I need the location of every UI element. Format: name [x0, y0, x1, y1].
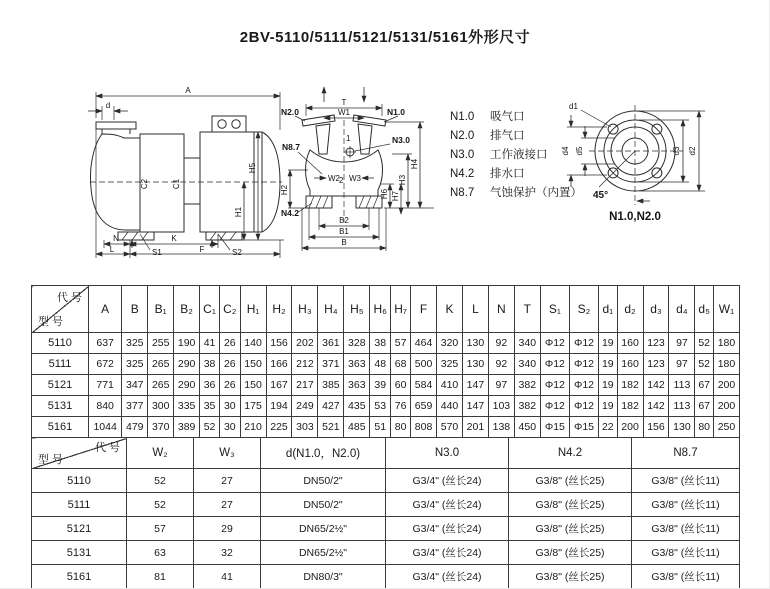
value-cell: 200	[713, 375, 739, 396]
value-cell: 389	[174, 417, 200, 438]
column-header: d₂	[617, 286, 643, 333]
value-cell: 382	[514, 396, 540, 417]
value-cell: 156	[266, 333, 292, 354]
value-cell: 300	[148, 396, 174, 417]
table-row	[32, 541, 740, 565]
value-cell: Φ12	[540, 354, 569, 375]
value-cell: 41	[200, 333, 220, 354]
value-cell: 103	[488, 396, 514, 417]
flange-view-drawing	[555, 93, 730, 233]
table-row	[32, 354, 740, 375]
value-cell: 26	[219, 354, 240, 375]
value-cell: 19	[599, 375, 618, 396]
model-cell: 5161	[32, 565, 127, 589]
value-cell: 249	[292, 396, 318, 417]
model-cell: 5121	[32, 375, 89, 396]
table-row	[32, 396, 740, 417]
value-cell: 335	[174, 396, 200, 417]
port-label-n20: N2.0	[281, 107, 299, 117]
column-header: W₁	[713, 286, 739, 333]
value-cell: G3/4" (丝长24)	[386, 493, 509, 517]
value-cell: 81	[127, 565, 194, 589]
value-cell: 202	[292, 333, 318, 354]
column-header: H₂	[266, 286, 292, 333]
value-cell: 521	[318, 417, 344, 438]
value-cell: 464	[411, 333, 437, 354]
value-cell: 771	[89, 375, 122, 396]
value-cell: Φ12	[569, 333, 598, 354]
legend-code: N4.2	[450, 168, 475, 180]
value-cell: 26	[219, 375, 240, 396]
value-cell: 637	[89, 333, 122, 354]
value-cell: 371	[318, 354, 344, 375]
side-view-drawing	[84, 84, 288, 264]
port-label-n30: N3.0	[392, 135, 410, 145]
value-cell: 659	[411, 396, 437, 417]
value-cell: Φ12	[540, 375, 569, 396]
value-cell: 377	[122, 396, 148, 417]
value-cell: 51	[370, 417, 391, 438]
value-cell: 36	[200, 375, 220, 396]
dim-label-d2: d2	[688, 146, 697, 156]
dim-label-w2: W2	[328, 174, 340, 183]
value-cell: 200	[617, 417, 643, 438]
value-cell: 672	[89, 354, 122, 375]
dim-label-s1: S1	[152, 248, 162, 257]
table-row	[32, 417, 740, 438]
value-cell: 67	[695, 396, 714, 417]
value-cell: G3/8" (丝长25)	[509, 469, 632, 493]
value-cell: 167	[266, 375, 292, 396]
column-header: H₅	[344, 286, 370, 333]
value-cell: 250	[713, 417, 739, 438]
value-cell: G3/4" (丝长24)	[386, 565, 509, 589]
header-row	[32, 438, 740, 469]
value-cell: 450	[514, 417, 540, 438]
column-header: H₆	[370, 286, 391, 333]
dim-label-b1: B1	[339, 227, 349, 236]
value-cell: 166	[266, 354, 292, 375]
value-cell: 38	[200, 354, 220, 375]
value-cell: 180	[713, 354, 739, 375]
table-row	[32, 517, 740, 541]
value-cell: 325	[122, 333, 148, 354]
value-cell: DN50/2"	[261, 469, 386, 493]
value-cell: 30	[219, 417, 240, 438]
dim-label-d: d	[105, 101, 111, 110]
dim-label-d3: d3	[672, 146, 681, 156]
value-cell: G3/8" (丝长11)	[632, 565, 740, 589]
dim-label-d5: d5	[575, 146, 584, 156]
dim-label-f: F	[199, 245, 205, 254]
value-cell: G3/8" (丝长11)	[632, 541, 740, 565]
value-cell: 97	[669, 354, 695, 375]
value-cell: 435	[344, 396, 370, 417]
value-cell: 440	[437, 396, 463, 417]
value-cell: 63	[127, 541, 194, 565]
legend-desc: 排气口	[490, 130, 525, 142]
dimension-table-2	[31, 437, 740, 589]
value-cell: 130	[462, 354, 488, 375]
value-cell: Φ12	[569, 396, 598, 417]
value-cell: G3/8" (丝长25)	[509, 541, 632, 565]
front-view-drawing	[280, 82, 455, 254]
value-cell: 142	[643, 396, 669, 417]
legend-desc: 气蚀保护（内置）	[490, 187, 582, 199]
value-cell: 479	[122, 417, 148, 438]
value-cell: 340	[514, 333, 540, 354]
value-cell: 265	[148, 354, 174, 375]
value-cell: DN65/2½"	[261, 517, 386, 541]
dim-label-d1: d1	[569, 102, 578, 111]
port-label-n10: N1.0	[387, 107, 405, 117]
value-cell: G3/8" (丝长25)	[509, 565, 632, 589]
value-cell: 361	[318, 333, 344, 354]
corner-bottom: 型 号	[38, 316, 64, 328]
corner-top: 代 号	[56, 292, 82, 304]
dimension-table-1-wrap	[31, 285, 740, 438]
pump-outline	[90, 116, 282, 240]
callout-2: 2	[339, 176, 344, 185]
column-header: H₃	[292, 286, 318, 333]
column-header: N3.0	[386, 438, 509, 469]
value-cell: 190	[174, 333, 200, 354]
value-cell: Φ12	[569, 354, 598, 375]
value-cell: 26	[219, 333, 240, 354]
header-row	[32, 286, 740, 333]
value-cell: 19	[599, 333, 618, 354]
value-cell: 147	[462, 375, 488, 396]
value-cell: 150	[240, 354, 266, 375]
column-header: N	[488, 286, 514, 333]
value-cell: 53	[370, 396, 391, 417]
value-cell: 500	[411, 354, 437, 375]
value-cell: 52	[200, 417, 220, 438]
value-cell: 123	[643, 333, 669, 354]
dimension-table-2-wrap	[31, 437, 740, 589]
dim-label-w3: W3	[349, 174, 361, 183]
flange-caption: N1.0,N2.0	[609, 211, 661, 223]
value-cell: 140	[240, 333, 266, 354]
value-cell: 29	[194, 517, 261, 541]
legend-desc: 工作液接口	[490, 149, 548, 161]
value-cell: 130	[669, 417, 695, 438]
legend-desc: 吸气口	[490, 111, 525, 123]
value-cell: 48	[370, 354, 391, 375]
value-cell: 160	[617, 354, 643, 375]
column-header: L	[462, 286, 488, 333]
column-header: K	[437, 286, 463, 333]
dim-label-b: B	[341, 238, 347, 247]
value-cell: 123	[643, 354, 669, 375]
value-cell: Φ12	[540, 333, 569, 354]
value-cell: 52	[695, 354, 714, 375]
value-cell: 30	[219, 396, 240, 417]
column-header: W₂	[127, 438, 194, 469]
value-cell: 363	[344, 375, 370, 396]
model-cell: 5121	[32, 517, 127, 541]
value-cell: G3/8" (丝长25)	[509, 493, 632, 517]
value-cell: 130	[462, 333, 488, 354]
value-cell: 156	[643, 417, 669, 438]
value-cell: 67	[695, 375, 714, 396]
value-cell: 52	[127, 493, 194, 517]
page-title: 2BV-5110/5111/5121/5131/5161外形尺寸	[239, 29, 531, 46]
value-cell: 265	[148, 375, 174, 396]
value-cell: 410	[437, 375, 463, 396]
legend-code: N3.0	[450, 149, 475, 161]
value-cell: 27	[194, 493, 261, 517]
value-cell: 212	[292, 354, 318, 375]
column-header: N4.2	[509, 438, 632, 469]
column-header: d₅	[695, 286, 714, 333]
dim-label-s2: S2	[232, 248, 242, 257]
value-cell: 325	[437, 354, 463, 375]
value-cell: 427	[318, 396, 344, 417]
value-cell: G3/4" (丝长24)	[386, 469, 509, 493]
value-cell: 808	[411, 417, 437, 438]
angle-label: 45°	[593, 190, 609, 201]
dim-label-h5: H5	[248, 162, 257, 174]
value-cell: 142	[643, 375, 669, 396]
column-header: B₂	[174, 286, 200, 333]
value-cell: 385	[318, 375, 344, 396]
table-row	[32, 493, 740, 517]
value-cell: 22	[599, 417, 618, 438]
value-cell: 382	[514, 375, 540, 396]
front-outline	[302, 115, 386, 222]
dim-label-h4: H4	[410, 158, 419, 170]
value-cell: G3/8" (丝长11)	[632, 517, 740, 541]
value-cell: 80	[695, 417, 714, 438]
table-row	[32, 333, 740, 354]
value-cell: 60	[391, 375, 411, 396]
column-header: d₄	[669, 286, 695, 333]
value-cell: 200	[713, 396, 739, 417]
value-cell: 52	[695, 333, 714, 354]
value-cell: 328	[344, 333, 370, 354]
value-cell: 113	[669, 396, 695, 417]
value-cell: 570	[437, 417, 463, 438]
dim-label-d4: d4	[561, 146, 570, 156]
value-cell: 180	[713, 333, 739, 354]
value-cell: 35	[200, 396, 220, 417]
value-cell: 113	[669, 375, 695, 396]
dim-label-a: A	[185, 86, 191, 95]
value-cell: 201	[462, 417, 488, 438]
corner-top: 代 号	[94, 442, 120, 454]
model-cell: 5131	[32, 396, 89, 417]
value-cell: 290	[174, 354, 200, 375]
value-cell: Φ15	[540, 417, 569, 438]
value-cell: 52	[127, 469, 194, 493]
value-cell: 290	[174, 375, 200, 396]
table-row	[32, 469, 740, 493]
value-cell: 363	[344, 354, 370, 375]
dim-label-h1: H1	[234, 206, 243, 218]
value-cell: 32	[194, 541, 261, 565]
column-header: H₁	[240, 286, 266, 333]
port-label-n87: N8.7	[282, 142, 300, 152]
value-cell: 57	[391, 333, 411, 354]
callout-1: 1	[346, 134, 351, 143]
value-cell: 92	[488, 333, 514, 354]
value-cell: 175	[240, 396, 266, 417]
column-header: S₂	[569, 286, 598, 333]
model-cell: 5161	[32, 417, 89, 438]
value-cell: 325	[122, 354, 148, 375]
value-cell: 182	[617, 396, 643, 417]
value-cell: 39	[370, 375, 391, 396]
value-cell: 57	[127, 517, 194, 541]
dim-label-h3: H3	[398, 174, 407, 186]
dim-label-h7: H7	[391, 190, 400, 202]
value-cell: Φ12	[569, 375, 598, 396]
column-header: H₇	[391, 286, 411, 333]
value-cell: 255	[148, 333, 174, 354]
dim-label-n: N	[113, 234, 119, 243]
model-cell: 5110	[32, 333, 89, 354]
legend-code: N8.7	[450, 187, 475, 199]
value-cell: Φ15	[569, 417, 598, 438]
dim-label-w1: W1	[338, 108, 350, 117]
value-cell: 194	[266, 396, 292, 417]
value-cell: 38	[370, 333, 391, 354]
value-cell: 182	[617, 375, 643, 396]
value-cell: 150	[240, 375, 266, 396]
legend-code: N1.0	[450, 111, 475, 123]
value-cell: 370	[148, 417, 174, 438]
value-cell: 160	[617, 333, 643, 354]
value-cell: 19	[599, 354, 618, 375]
value-cell: DN80/3"	[261, 565, 386, 589]
corner-bottom: 型 号	[38, 454, 64, 466]
value-cell: 41	[194, 565, 261, 589]
dim-label-c2: C2	[140, 178, 149, 190]
column-header: H₄	[318, 286, 344, 333]
value-cell: 138	[488, 417, 514, 438]
column-header: d₃	[643, 286, 669, 333]
column-header: A	[89, 286, 122, 333]
value-cell: G3/8" (丝长11)	[632, 493, 740, 517]
legend-code: N2.0	[450, 130, 475, 142]
value-cell: 210	[240, 417, 266, 438]
value-cell: 1044	[89, 417, 122, 438]
dim-label-t: T	[341, 98, 347, 107]
value-cell: 147	[462, 396, 488, 417]
corner-cell	[32, 438, 127, 469]
column-header: C₂	[219, 286, 240, 333]
value-cell: 485	[344, 417, 370, 438]
dimension-table-1	[31, 285, 740, 438]
model-cell: 5110	[32, 469, 127, 493]
column-header: W₃	[194, 438, 261, 469]
value-cell: 80	[391, 417, 411, 438]
port-label-n42: N4.2	[281, 208, 299, 218]
table-row	[32, 565, 740, 589]
value-cell: G3/8" (丝长25)	[509, 517, 632, 541]
column-header: C₁	[200, 286, 220, 333]
dim-label-b2: B2	[339, 216, 349, 225]
dim-label-l: L	[109, 245, 115, 254]
table-row	[32, 375, 740, 396]
value-cell: 68	[391, 354, 411, 375]
front-view-dimensions	[280, 98, 434, 251]
value-cell: 27	[194, 469, 261, 493]
dim-label-k: K	[171, 234, 177, 243]
column-header: d₁	[599, 286, 618, 333]
value-cell: 76	[391, 396, 411, 417]
value-cell: 92	[488, 354, 514, 375]
value-cell: 217	[292, 375, 318, 396]
dim-label-h2: H2	[280, 184, 289, 196]
column-header: B	[122, 286, 148, 333]
dim-label-c1: C1	[172, 178, 181, 190]
model-cell: 5111	[32, 354, 89, 375]
value-cell: G3/4" (丝长24)	[386, 517, 509, 541]
model-cell: 5131	[32, 541, 127, 565]
model-cell: 5111	[32, 493, 127, 517]
value-cell: 303	[292, 417, 318, 438]
value-cell: 97	[669, 333, 695, 354]
column-header: d(N1.0，N2.0)	[261, 438, 386, 469]
value-cell: 347	[122, 375, 148, 396]
value-cell: 840	[89, 396, 122, 417]
column-header: N8.7	[632, 438, 740, 469]
legend-desc: 排水口	[490, 168, 525, 180]
value-cell: 19	[599, 396, 618, 417]
value-cell: Φ12	[540, 396, 569, 417]
value-cell: G3/8" (丝长11)	[632, 469, 740, 493]
value-cell: 340	[514, 354, 540, 375]
value-cell: 225	[266, 417, 292, 438]
value-cell: 97	[488, 375, 514, 396]
corner-cell	[32, 286, 89, 333]
dim-label-h6: H6	[380, 188, 389, 200]
column-header: F	[411, 286, 437, 333]
value-cell: DN50/2"	[261, 493, 386, 517]
value-cell: 320	[437, 333, 463, 354]
value-cell: G3/4" (丝长24)	[386, 541, 509, 565]
value-cell: DN65/2½"	[261, 541, 386, 565]
column-header: S₁	[540, 286, 569, 333]
column-header: T	[514, 286, 540, 333]
column-header: B₁	[148, 286, 174, 333]
value-cell: 584	[411, 375, 437, 396]
